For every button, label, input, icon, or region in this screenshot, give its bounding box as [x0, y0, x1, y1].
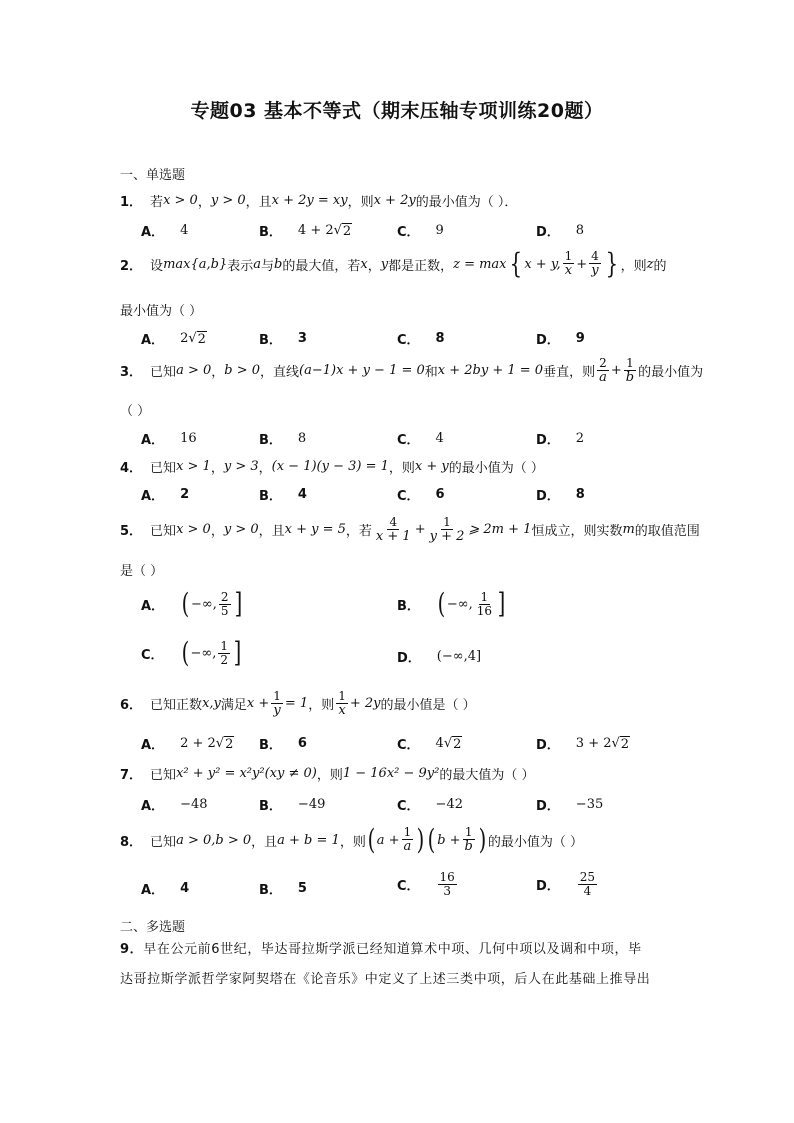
- question-text: 已知: [150, 365, 177, 381]
- math-expr: y > 3: [223, 459, 259, 474]
- math-expr: (a−1)x + y − 1 = 0: [299, 363, 425, 379]
- question-text: ，若: [345, 524, 372, 540]
- option-value: 6: [297, 736, 307, 751]
- question-text: ，: [197, 195, 211, 210]
- fraction: $\frac{1}{b}$: [625, 356, 635, 385]
- question-text: ，直线: [260, 365, 300, 381]
- math-expr: x +: [246, 696, 270, 712]
- option-b: [259, 485, 307, 504]
- question-3-line-2: （ ）: [120, 404, 151, 419]
- option-label: B．: [259, 333, 282, 348]
- option-c: [397, 429, 444, 448]
- math-expr: x + 2y = xy: [271, 193, 348, 208]
- question-text: ，且: [245, 195, 272, 210]
- question-4: [120, 457, 544, 476]
- math-expr: x + 2by + 1 = 0: [437, 363, 544, 379]
- option-d: [397, 647, 481, 666]
- option-label: A．: [141, 883, 165, 898]
- option-value: 9: [435, 223, 444, 238]
- page-title: 专题03 基本不等式（期末压轴专项训练20题）: [190, 100, 604, 122]
- option-value: 16: [180, 431, 197, 446]
- option-b: [259, 879, 307, 898]
- option-label: D．: [536, 433, 560, 448]
- math-expr: = 1: [284, 696, 309, 712]
- option-value: 9: [575, 331, 585, 346]
- question-1: [120, 191, 517, 210]
- option-label: C．: [141, 647, 164, 663]
- option-b: [259, 429, 306, 448]
- option-c: [397, 485, 445, 504]
- question-text: ，且: [251, 834, 278, 850]
- question-text: ，: [210, 524, 224, 540]
- question-text: 已知: [150, 768, 177, 783]
- question-9: [120, 935, 672, 995]
- option-value: 2: [575, 431, 585, 446]
- question-text: ，则: [388, 461, 415, 476]
- option-label: C．: [397, 433, 420, 448]
- question-text: 已知: [150, 834, 177, 850]
- option-label: C．: [397, 489, 420, 504]
- question-3: 3． 已知 a > 0 ， b > 0 ，直线 (a−1)x + y − 1 = 0 和 x + 2by + 1 = 0 垂直，则 $\frac{2}{a}$ + $\frac{1}{b}$ 的最小值为: [120, 356, 704, 385]
- option-label: C．: [397, 799, 420, 814]
- question-text: 设: [150, 258, 164, 274]
- option-label: A．: [141, 738, 165, 753]
- option-a: [141, 221, 188, 240]
- option-b: B． ( −∞, $\frac{1}{16}$ ]: [397, 587, 506, 620]
- option-value: 4: [297, 487, 307, 502]
- question-text: 和: [424, 365, 438, 381]
- math-expr: x + y: [414, 459, 449, 474]
- option-label: D．: [536, 225, 560, 240]
- option-c: [397, 795, 463, 814]
- fraction: $\frac{1}{a}$: [403, 825, 412, 854]
- math-expr: y > 0: [223, 522, 259, 538]
- question-8: 8． 已知 a > 0,b > 0 ，且 a + b = 1 ，则 ( a + $\frac{1}{a}$ ) ( b + $\frac{1}{b}$ ) 的最小值为（ ）: [120, 823, 583, 856]
- question-number: 3．: [120, 365, 143, 381]
- option-value: 4: [435, 431, 444, 446]
- question-text: 都是正数，: [388, 258, 454, 274]
- option-d: [536, 221, 584, 240]
- question-text: 早在公元前6世纪，毕达哥拉斯学派已经知道算术中项、几何中项以及调和中项，毕: [143, 942, 642, 957]
- question-text: ，: [367, 258, 381, 274]
- math-expr: z: [646, 256, 654, 272]
- question-text: 的最大值为（ ）: [439, 768, 535, 783]
- question-number: 7．: [120, 768, 143, 783]
- question-number: 1．: [120, 195, 143, 210]
- question-text: 若: [150, 195, 164, 210]
- option-label: D．: [536, 878, 560, 894]
- question-2: 2． 设 max{a,b} 表示 a 与 b 的最大值，若 x ， y 都是正数， z = max { x + y, $\frac{1}{x}$ + $\frac{4}{y}$ } ，则 z 的: [120, 247, 667, 280]
- math-expr: m: [622, 522, 635, 538]
- math-expr: a > 0,b > 0: [176, 832, 252, 848]
- fraction: $\frac{2}{a}$: [599, 356, 607, 385]
- math-expr: x,y: [202, 696, 221, 712]
- option-d: D． 3 + 2 √ 2: [536, 736, 630, 753]
- math-expr: a +: [376, 832, 400, 848]
- question-number: 8．: [120, 834, 143, 850]
- math-expr: x + 2y: [373, 193, 416, 208]
- question-5: 5． 已知 x > 0 ， y > 0 ，且 x + y = 5 ，若 $\frac{4}{x + 1}$ + $\frac{1}{y + 2}$ ⩾ 2m + 1 恒成立，则实数 m 的取值范围: [120, 515, 700, 544]
- section-heading-multiple-choice: 二、多选题: [120, 920, 186, 935]
- question-6: [120, 690, 476, 717]
- option-label: B．: [259, 489, 282, 504]
- option-label: D．: [397, 651, 421, 666]
- question-text: ，则: [339, 834, 366, 850]
- option-label: A．: [141, 433, 165, 448]
- fraction: $\frac{4}{x + 1}$: [375, 515, 411, 544]
- option-label: B．: [259, 883, 282, 898]
- option-b: B． 4 + 2 √ 2: [259, 223, 352, 240]
- option-value: −42: [435, 797, 463, 812]
- fraction: $\frac{1}{b}$: [464, 825, 473, 854]
- option-value: 5: [297, 881, 307, 896]
- math-expr: a > 0: [176, 363, 212, 379]
- option-a: [141, 429, 197, 448]
- question-text: ，且: [258, 524, 285, 540]
- option-label: B．: [397, 598, 420, 614]
- option-value: 8: [575, 487, 585, 502]
- math-expr: y: [380, 256, 389, 272]
- option-label: B．: [259, 738, 282, 753]
- option-d: [536, 485, 585, 504]
- question-text: ，: [258, 461, 272, 476]
- option-a: A． ( −∞, $\frac{2}{5}$ ]: [141, 587, 242, 620]
- math-expr: b: [274, 256, 283, 272]
- option-d: [536, 795, 603, 814]
- option-radicand: 2: [197, 331, 206, 347]
- option-a: A． 2 √ 2: [141, 331, 206, 348]
- option-d: [536, 429, 584, 448]
- option-c: [397, 221, 444, 240]
- question-text: 已知: [150, 461, 177, 476]
- fraction: $\frac{1}{x}$: [338, 689, 346, 718]
- option-label: A．: [141, 489, 165, 504]
- option-b: [259, 795, 325, 814]
- question-text: 恒成立，则实数: [531, 524, 623, 540]
- question-text: 垂直，则: [543, 365, 596, 381]
- option-label: D．: [536, 333, 560, 348]
- math-expr: x > 1: [176, 459, 211, 474]
- option-a: [141, 879, 189, 898]
- math-expr: x + y,: [524, 256, 561, 272]
- question-text: 与: [261, 258, 275, 274]
- fraction: $\frac{1}{y + 2}$: [429, 515, 465, 544]
- math-expr: z = max: [453, 256, 507, 272]
- option-label: A．: [141, 598, 165, 614]
- option-c: C． $\frac{16}{3}$: [397, 870, 455, 898]
- question-2-line-2: 最小值为（ ）: [120, 304, 203, 319]
- option-label: A．: [141, 225, 165, 240]
- question-number: 4．: [120, 461, 143, 476]
- option-label: B．: [259, 433, 282, 448]
- option-value: 8: [435, 331, 445, 346]
- fraction: $\frac{1}{x}$: [564, 249, 573, 278]
- option-label: B．: [259, 225, 282, 240]
- math-expr: a: [253, 256, 261, 272]
- math-expr: x > 0: [163, 193, 198, 208]
- option-b: [259, 329, 307, 348]
- question-text: ，: [210, 461, 224, 476]
- option-c: [397, 329, 445, 348]
- option-value: −48: [180, 797, 208, 812]
- option-label: A．: [141, 333, 165, 348]
- math-expr: x: [360, 256, 368, 272]
- option-value: 8: [297, 431, 307, 446]
- option-value: 4 + 2: [297, 223, 334, 238]
- math-expr: a + b = 1: [277, 832, 340, 848]
- fraction: $\frac{4}{y}$: [591, 249, 599, 278]
- math-expr: x² + y² = x²y²: [176, 766, 265, 781]
- question-7: [120, 764, 534, 783]
- question-text: ，则: [347, 195, 374, 210]
- math-expr: (xy ≠ 0): [264, 766, 317, 781]
- fraction: $\frac{1}{y}$: [273, 689, 281, 718]
- option-label: D．: [536, 738, 560, 753]
- question-text: ，: [211, 365, 225, 381]
- math-expr: x > 0: [176, 522, 211, 538]
- question-number: 9．: [120, 942, 144, 957]
- option-value: 3: [297, 331, 307, 346]
- question-text: 达哥拉斯学派哲学家阿契塔在《论音乐》中定义了上述三类中项，后人在此基础上推导出: [120, 972, 651, 987]
- option-label: C．: [397, 225, 420, 240]
- option-d: [536, 329, 585, 348]
- math-expr: b +: [437, 832, 461, 848]
- section-heading-single-choice: 一、单选题: [120, 168, 186, 183]
- option-value: −35: [575, 797, 604, 812]
- question-text: 的最大值，若: [282, 258, 361, 274]
- option-d: D． $\frac{25}{4}$: [536, 870, 596, 898]
- question-text: 已知正数: [150, 698, 203, 714]
- question-text: 表示: [227, 258, 254, 274]
- option-label: C．: [397, 333, 420, 348]
- math-expr: + 2y: [349, 696, 381, 712]
- question-text: 的最小值为（ ）: [448, 461, 544, 476]
- option-value: 4: [180, 223, 189, 238]
- question-text: 的最小值为（ ）．: [415, 195, 518, 210]
- math-expr: x + y = 5: [284, 522, 346, 538]
- option-value: 2: [180, 331, 189, 346]
- option-value: −49: [297, 797, 326, 812]
- option-c: C． ( −∞, $\frac{1}{2}$ ]: [141, 636, 242, 669]
- option-a: [141, 485, 189, 504]
- option-c: C． 4 √ 2: [397, 736, 462, 753]
- math-expr: 1 − 16x² − 9y²: [342, 766, 440, 781]
- question-text: ，则: [308, 698, 335, 714]
- question-text: 的最小值为: [638, 365, 704, 381]
- question-text: ，则: [620, 258, 647, 274]
- question-number: 2．: [120, 258, 143, 274]
- question-text: 的最小值为（ ）: [487, 834, 583, 850]
- question-text: 的取值范围: [634, 524, 700, 540]
- question-text: 满足: [220, 698, 247, 714]
- question-text: 的: [653, 258, 667, 274]
- question-number: 5．: [120, 524, 143, 540]
- math-expr: max{a,b}: [163, 256, 228, 272]
- option-label: A．: [141, 799, 165, 814]
- option-value: 6: [435, 487, 445, 502]
- question-text: 的最小值是（ ）: [380, 698, 476, 714]
- option-value: 4: [180, 881, 190, 896]
- option-label: C．: [397, 738, 420, 753]
- math-expr: y > 0: [210, 193, 246, 208]
- option-label: B．: [259, 799, 282, 814]
- option-radicand: 2: [342, 223, 352, 239]
- option-label: C．: [397, 878, 420, 894]
- option-label: D．: [536, 799, 560, 814]
- option-value: 2: [180, 487, 190, 502]
- option-label: D．: [536, 489, 560, 504]
- option-value: (−∞,4]: [436, 649, 482, 664]
- question-text: ，则: [316, 768, 343, 783]
- math-expr: b > 0: [224, 363, 261, 379]
- option-a: A． 2 + 2 √ 2: [141, 736, 234, 753]
- option-a: [141, 795, 208, 814]
- question-5-line-2: 是（ ）: [120, 564, 164, 579]
- math-expr: (x − 1)(y − 3) = 1: [271, 459, 389, 474]
- question-text: 已知: [150, 524, 177, 540]
- math-expr: ⩾ 2m + 1: [468, 522, 532, 538]
- option-b: [259, 734, 307, 753]
- question-number: 6．: [120, 698, 143, 714]
- option-value: 8: [575, 223, 585, 238]
